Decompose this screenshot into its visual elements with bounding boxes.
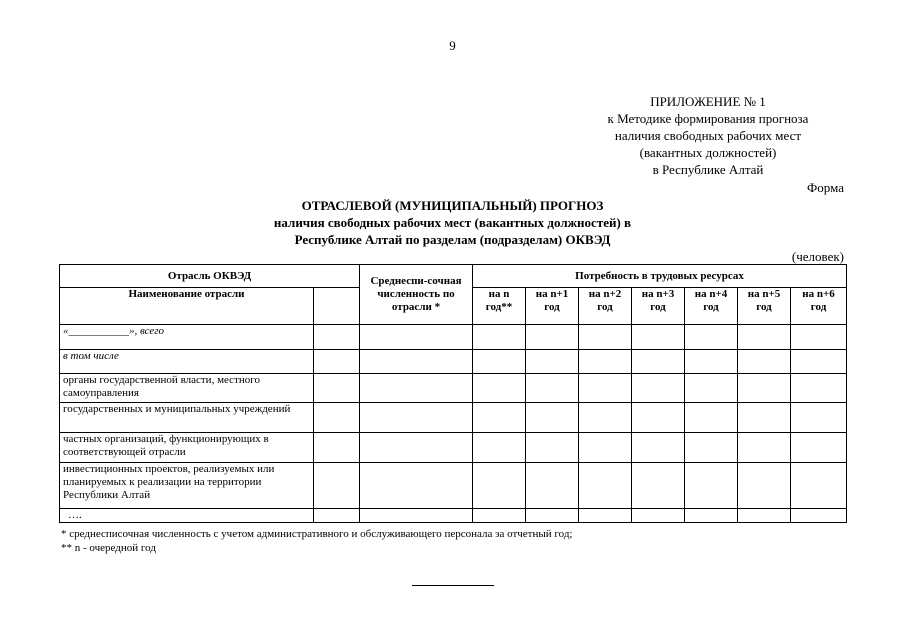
header-year-n5: на n+5 год <box>738 288 791 325</box>
header-industry: Отрасль ОКВЭД <box>60 265 360 288</box>
row-label: …. <box>60 509 314 523</box>
header-blank <box>314 288 360 325</box>
header-labor-need: Потребность в трудовых ресурсах <box>473 265 847 288</box>
title-line-2: наличия свободных рабочих мест (вакантных должностей) в <box>273 215 632 230</box>
title-line-3: Республике Алтай по разделам (подразделам) ОКВЭД <box>294 232 611 247</box>
forecast-table <box>59 264 847 523</box>
footnotes <box>61 527 572 555</box>
form-label: Форма <box>807 180 844 195</box>
header-year-n1: на n+1 год <box>526 288 579 325</box>
footnote-1: * среднесписочная численность с учетом административного и обслуживающего персонала за отчетный год; <box>61 528 573 540</box>
header-avg-headcount: Среднеспи-сочная численность по отрасли * <box>360 265 473 325</box>
table-row <box>60 433 847 463</box>
row-label: «___________», всего <box>60 325 314 350</box>
header-industry-name: Наименование отрасли <box>60 288 314 325</box>
appendix-block <box>572 93 844 178</box>
header-year-n: на n год** <box>473 288 526 325</box>
document-title <box>200 197 705 248</box>
row-label: в том числе <box>60 350 314 374</box>
appendix-line-5: в Республике Алтай <box>652 162 764 177</box>
bottom-divider <box>412 585 494 586</box>
row-label: органы государственной власти, местного самоуправления <box>60 374 314 403</box>
row-label: частных организаций, функционирующих в соответствующей отрасли <box>60 433 314 463</box>
table-row <box>60 325 847 350</box>
table-row <box>60 463 847 509</box>
table-row <box>60 403 847 433</box>
header-year-n2: на n+2 год <box>579 288 632 325</box>
header-year-n4: на n+4 год <box>685 288 738 325</box>
appendix-line-4: (вакантных должностей) <box>639 145 777 160</box>
row-label: инвестиционных проектов, реализуемых или планируемых к реализации на территории Республики Алтай <box>60 463 314 509</box>
table-row <box>60 350 847 374</box>
appendix-line-3: наличия свободных рабочих мест <box>614 128 802 143</box>
header-year-n3: на n+3 год <box>632 288 685 325</box>
title-line-1: ОТРАСЛЕВОЙ (МУНИЦИПАЛЬНЫЙ) ПРОГНОЗ <box>301 198 604 213</box>
row-label: государственных и муниципальных учреждений <box>60 403 314 433</box>
unit-label: (человек) <box>791 249 844 264</box>
appendix-line-1: ПРИЛОЖЕНИЕ № 1 <box>650 94 766 109</box>
page-number: 9 <box>449 38 456 53</box>
table-row <box>60 509 847 523</box>
header-year-n6: на n+6 год <box>791 288 847 325</box>
appendix-line-2: к Методике формирования прогноза <box>607 111 809 126</box>
footnote-2: ** n - очередной год <box>61 542 156 554</box>
table-row <box>60 374 847 403</box>
